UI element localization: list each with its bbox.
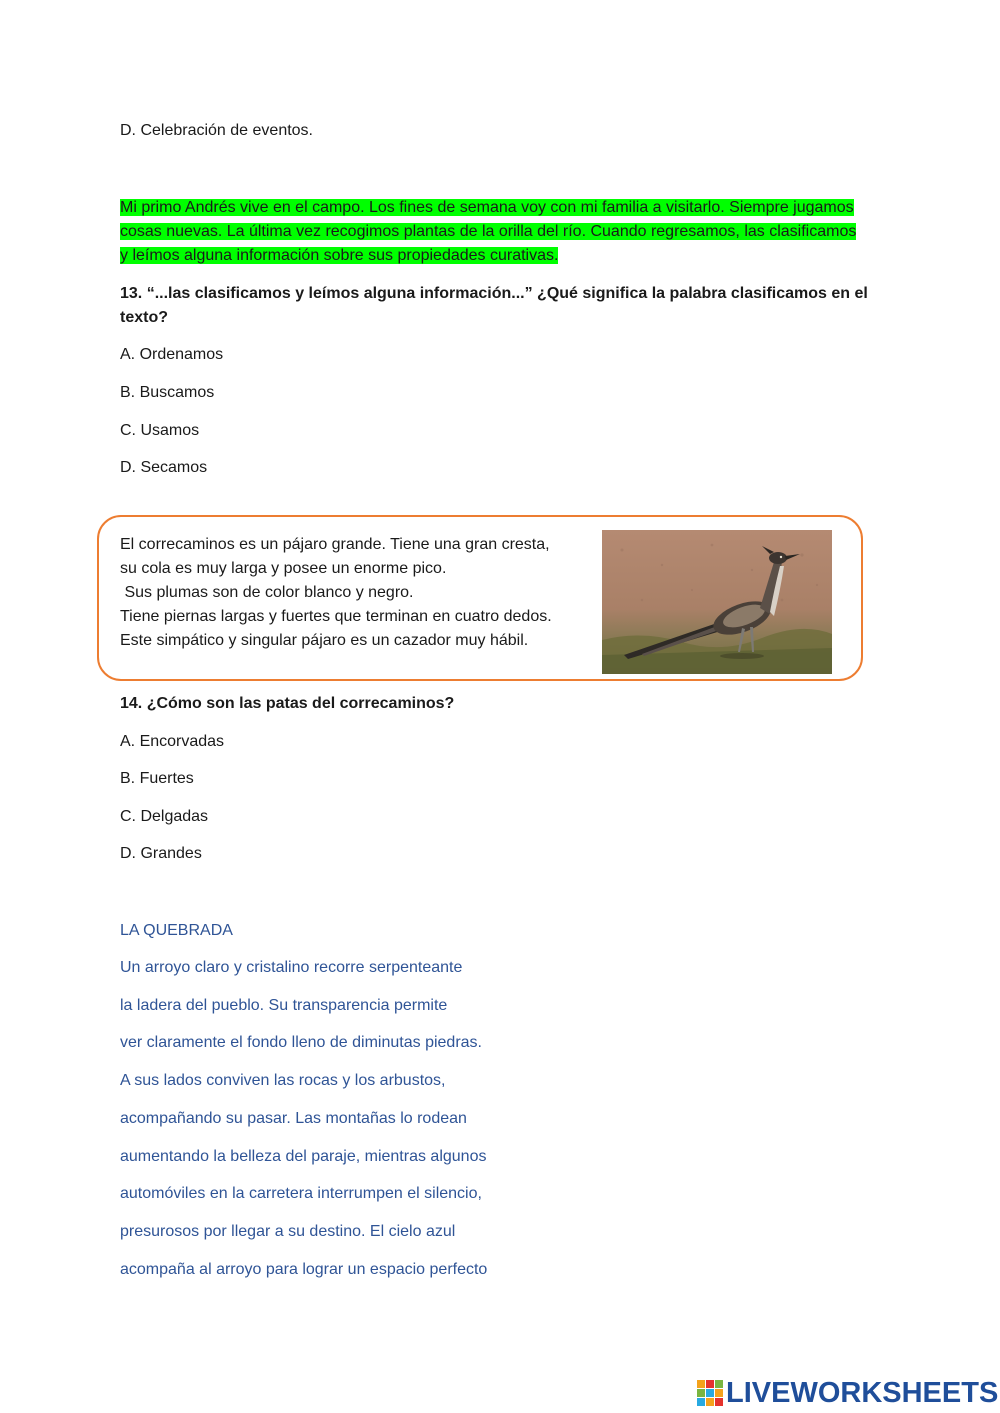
q13-option-a: A. Ordenamos	[120, 346, 224, 363]
quebrada-line: Un arroyo claro y cristalino recorre serpenteante	[120, 959, 463, 976]
q14-option-a: A. Encorvadas	[120, 733, 225, 750]
quebrada-line: aumentando la belleza del paraje, mientras algunos	[120, 1148, 487, 1165]
question-13: 13. “...las clasificamos y leímos alguna información...” ¿Qué significa la palabra clasificamos en el texto?	[120, 285, 868, 326]
q13-option-d: D. Secamos	[120, 459, 208, 476]
highlighted-text: Mi primo Andrés vive en el campo. Los fines de semana voy con mi familia a visitarlo. Siempre jugamos cosas nuevas. La última vez recogimos plantas de la orilla del río. Cuando regresamos, las clasificamos y leímos alguna información sobre sus propiedades curativas.	[120, 199, 857, 264]
quebrada-line: A sus lados conviven las rocas y los arbustos,	[120, 1072, 446, 1089]
previous-option-d: D. Celebración de eventos.	[120, 122, 313, 139]
quebrada-line: automóviles en la carretera interrumpen el silencio,	[120, 1185, 482, 1202]
liveworksheets-logo-icon	[697, 1380, 723, 1406]
quebrada-line: la ladera del pueblo. Su transparencia permite	[120, 997, 448, 1014]
quebrada-line: acompaña al arroyo para lograr un espacio perfecto	[120, 1261, 488, 1278]
liveworksheets-logo	[697, 1376, 998, 1410]
roadrunner-line: El correcaminos es un pájaro grande. Tiene una gran cresta,	[120, 536, 550, 553]
q14-option-d: D. Grandes	[120, 845, 202, 862]
q13-option-b: B. Buscamos	[120, 384, 215, 401]
quebrada-line: ver claramente el fondo lleno de diminutas piedras.	[120, 1034, 482, 1051]
quebrada-line: acompañando su pasar. Las montañas lo rodean	[120, 1110, 467, 1127]
quebrada-title: LA QUEBRADA	[120, 922, 233, 939]
roadrunner-line: Tiene piernas largas y fuertes que terminan en cuatro dedos.	[120, 608, 552, 625]
roadrunner-line: Este simpático y singular pájaro es un cazador muy hábil.	[120, 632, 529, 649]
roadrunner-photo	[602, 530, 832, 674]
question-14: 14. ¿Cómo son las patas del correcaminos?	[120, 695, 455, 712]
q14-option-c: C. Delgadas	[120, 808, 209, 825]
q13-option-c: C. Usamos	[120, 422, 200, 439]
quebrada-line: presurosos por llegar a su destino. El cielo azul	[120, 1223, 456, 1240]
passage-primo-andres	[120, 196, 860, 268]
q14-option-b: B. Fuertes	[120, 770, 194, 787]
liveworksheets-logo-text: LIVEWORKSHEETS	[726, 1376, 999, 1409]
roadrunner-line: su cola es muy larga y posee un enorme pico.	[120, 560, 447, 577]
roadrunner-line: Sus plumas son de color blanco y negro.	[120, 584, 414, 601]
